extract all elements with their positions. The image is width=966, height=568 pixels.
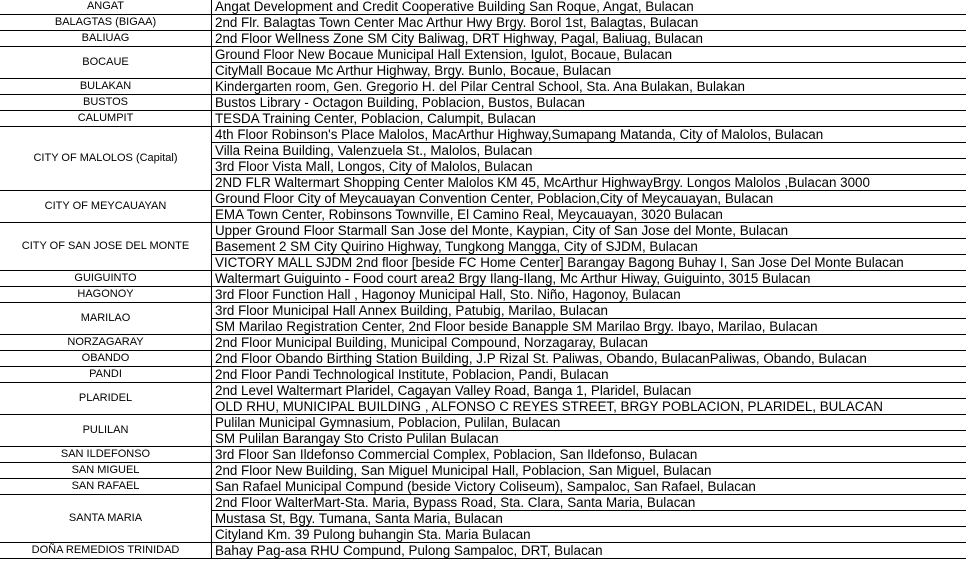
address-list (212, 495, 966, 542)
address-cell: 2nd Floor WalterMart-Sta. Maria, Bypass Road, Sta. Clara, Santa Maria, Bulacan (215, 495, 696, 510)
municipality-cell: CITY OF SAN JOSE DEL MONTE (0, 223, 212, 270)
address-list (212, 383, 966, 414)
address-cell: 4th Floor Robinson's Place Malolos, MacArthur Highway,Sumapang Matanda, City of Malolos, Bulacan (215, 127, 824, 142)
address-cell: Villa Reina Building, Valenzuela St., Malolos, Bulacan (212, 142, 966, 158)
table-row (0, 47, 966, 79)
municipality-cell: HAGONOY (0, 287, 212, 302)
address-cell: OLD RHU, MUNICIPAL BUILDING , ALFONSO C REYES STREET, BRGY POBLACION, PLARIDEL, BULACAN (212, 398, 966, 414)
address-cell: 3rd Floor Vista Mall, Longos, City of Malolos, Bulacan (212, 158, 966, 174)
table-row (0, 383, 966, 415)
table-row (0, 111, 966, 127)
address-cell: Kindergarten room, Gen. Gregorio H. del Pilar Central School, Sta. Ana Bulakan, Bulakan (215, 79, 745, 94)
address-cell: Ground Floor New Bocaue Municipal Hall Extension, Igulot, Bocaue, Bulacan (215, 47, 673, 62)
municipality-cell: BALAGTAS (BIGAA) (0, 15, 212, 30)
address-list (212, 303, 966, 334)
address-cell: TESDA Training Center, Poblacion, Calumpit, Bulacan (215, 111, 536, 126)
address-cell: Pulilan Municipal Gymnasium, Poblacion, Pulilan, Bulacan (215, 415, 561, 430)
municipality-cell: SANTA MARIA (0, 495, 212, 542)
municipality-cell: BUSTOS (0, 95, 212, 110)
address-cell: 2nd Floor Pandi Technological Institute, Poblacion, Pandi, Bulacan (215, 367, 609, 382)
address-list (212, 191, 966, 222)
address-cell: 2ND FLR Waltermart Shopping Center Malolos KM 45, McArthur HighwayBrgy. Longos Malolos ,Bulacan 3000 (212, 174, 966, 190)
address-cell: SM Marilao Registration Center, 2nd Floor beside Banapple SM Marilao Brgy. Ibayo, Marilao, Bulacan (212, 318, 966, 334)
address-list (212, 447, 966, 462)
municipality-cell: CITY OF MEYCAUAYAN (0, 191, 212, 222)
municipality-cell: NORZAGARAY (0, 335, 212, 350)
address-cell: 2nd Floor New Building, San Miguel Municipal Hall, Poblacion, San Miguel, Bulacan (215, 463, 712, 478)
address-cell: Basement 2 SM City Quirino Highway, Tungkong Mangga, City of SJDM, Bulacan (212, 238, 966, 254)
address-list (212, 479, 966, 494)
address-list (212, 0, 966, 14)
municipality-cell: CITY OF MALOLOS (Capital) (0, 127, 212, 190)
address-list (212, 111, 966, 126)
address-cell: Waltermart Guiguinto - Food court area2 Brgy Ilang-Ilang, Mc Arthur Hiway, Guiguinto, 3015 Bulacan (215, 271, 811, 286)
address-list (212, 415, 966, 446)
table-row (0, 367, 966, 383)
municipality-cell: GUIGUINTO (0, 271, 212, 286)
address-cell: San Rafael Municipal Compund (beside Victory Coliseum), Sampaloc, San Rafael, Bulacan (215, 479, 756, 494)
municipality-cell: DOÑA REMEDIOS TRINIDAD (0, 543, 212, 558)
address-cell: Bahay Pag-asa RHU Compund, Pulong Sampaloc, DRT, Bulacan (215, 543, 603, 558)
table-row (0, 271, 966, 287)
municipality-cell: BALIUAG (0, 31, 212, 46)
municipality-cell: PULILAN (0, 415, 212, 446)
address-cell: 3rd Floor Municipal Hall Annex Building, Patubig, Marilao, Bulacan (215, 303, 609, 318)
address-cell: Bustos Library - Octagon Building, Poblacion, Bustos, Bulacan (215, 95, 585, 110)
address-list (212, 543, 966, 558)
municipality-cell: PLARIDEL (0, 383, 212, 414)
table-row (0, 191, 966, 223)
table-row (0, 223, 966, 271)
table-row (0, 351, 966, 367)
municipality-cell: SAN MIGUEL (0, 463, 212, 478)
table-row (0, 479, 966, 495)
table-row (0, 543, 966, 559)
address-cell: 3rd Floor San Ildefonso Commercial Complex, Poblacion, San Ildefonso, Bulacan (215, 447, 698, 462)
address-cell: Angat Development and Credit Cooperative Building San Roque, Angat, Bulacan (215, 0, 694, 14)
address-list (212, 127, 966, 190)
table-row (0, 335, 966, 351)
address-cell: CityMall Bocaue Mc Arthur Highway, Brgy. Bunlo, Bocaue, Bulacan (212, 62, 966, 78)
table-row (0, 79, 966, 95)
table-row (0, 0, 966, 15)
table-row (0, 447, 966, 463)
municipality-cell: ANGAT (0, 0, 212, 14)
address-list (212, 335, 966, 350)
table-row (0, 415, 966, 447)
address-list (212, 367, 966, 382)
municipality-cell: SAN ILDEFONSO (0, 447, 212, 462)
address-list (212, 351, 966, 366)
table-row (0, 31, 966, 47)
address-cell: 2nd Floor Obando Birthing Station Building, J.P Rizal St. Paliwas, Obando, BulacanPaliwas, Obando, Bulacan (215, 351, 867, 366)
municipality-cell: MARILAO (0, 303, 212, 334)
address-cell: Cityland Km. 39 Pulong buhangin Sta. Maria Bulacan (212, 526, 966, 542)
municipality-cell: BOCAUE (0, 47, 212, 78)
table-row (0, 127, 966, 191)
address-list (212, 463, 966, 478)
municipality-cell: PANDI (0, 367, 212, 382)
address-cell: VICTORY MALL SJDM 2nd floor [beside FC Home Center] Barangay Bagong Buhay I, San Jose Del Monte Bulacan (212, 254, 966, 270)
address-cell: 2nd Floor Municipal Building, Municipal Compound, Norzagaray, Bulacan (215, 335, 648, 350)
address-list (212, 79, 966, 94)
table-row (0, 495, 966, 543)
address-list (212, 287, 966, 302)
municipality-cell: SAN RAFAEL (0, 479, 212, 494)
address-cell: Ground Floor City of Meycauayan Convention Center, Poblacion,City of Meycauayan, Bulacan (215, 191, 774, 206)
address-cell: 2nd Floor Wellness Zone SM City Baliwag, DRT Highway, Pagal, Baliuag, Bulacan (215, 31, 703, 46)
address-list (212, 271, 966, 286)
table-row (0, 303, 966, 335)
address-cell: 2nd Flr. Balagtas Town Center Mac Arthur Hwy Brgy. Borol 1st, Balagtas, Bulacan (215, 15, 699, 30)
address-cell: 2nd Level Waltermart Plaridel, Cagayan Valley Road, Banga 1, Plaridel, Bulacan (215, 383, 692, 398)
table-row (0, 287, 966, 303)
address-cell: EMA Town Center, Robinsons Townville, El Camino Real, Meycauayan, 3020 Bulacan (212, 206, 966, 222)
address-list (212, 223, 966, 270)
address-list (212, 15, 966, 30)
table-row (0, 15, 966, 31)
address-list (212, 95, 966, 110)
municipality-cell: OBANDO (0, 351, 212, 366)
address-cell: Upper Ground Floor Starmall San Jose del Monte, Kaypian, City of San Jose del Monte, Bulacan (215, 223, 789, 238)
municipality-cell: BULAKAN (0, 79, 212, 94)
table-row (0, 463, 966, 479)
address-list (212, 47, 966, 78)
municipality-cell: CALUMPIT (0, 111, 212, 126)
table-row (0, 95, 966, 111)
address-cell: Mustasa St, Bgy. Tumana, Santa Maria, Bulacan (212, 510, 966, 526)
address-cell: 3rd Floor Function Hall , Hagonoy Municipal Hall, Sto. Niño, Hagonoy, Bulacan (215, 287, 681, 302)
address-cell: SM Pulilan Barangay Sto Cristo Pulilan Bulacan (212, 430, 966, 446)
address-list (212, 31, 966, 46)
